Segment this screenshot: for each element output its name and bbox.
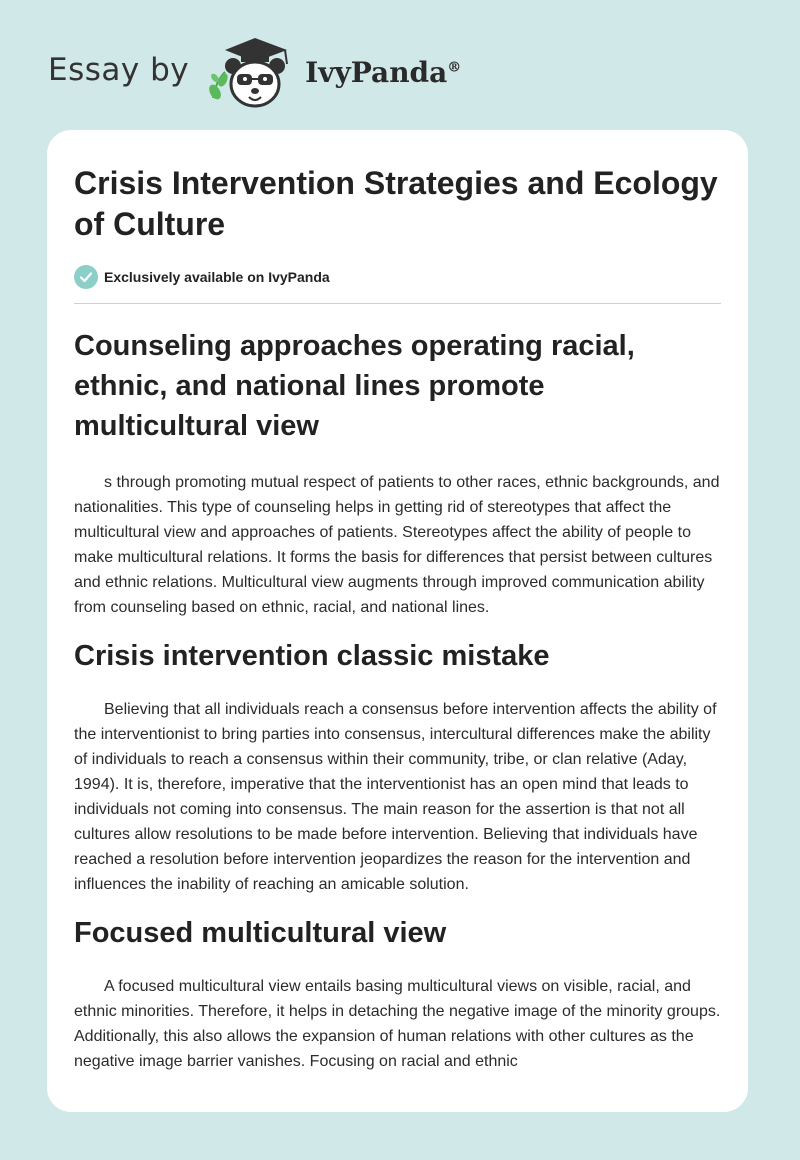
registered-mark: ® bbox=[447, 59, 462, 76]
site-header bbox=[48, 34, 461, 114]
check-icon bbox=[74, 265, 98, 289]
exclusive-badge bbox=[74, 265, 721, 289]
essay-by-label: Essay by bbox=[48, 52, 190, 88]
section-paragraph: s through promoting mutual respect of patients to other races, ethnic backgrounds, and nationalities. This type of counseling helps in getting rid of stereotypes that affect the multicultural view and approaches of patients. Stereotypes affect the ability of people to make multicultural relations. It forms the basis for differences that persist between cultures and ethnic relations. Multicultural view augments through improved communication ability from counseling based on ethnic, racial, and national lines. bbox=[74, 474, 720, 616]
exclusive-badge-label: Exclusively available on IvyPanda bbox=[104, 269, 330, 285]
essay-title: Crisis Intervention Strategies and Ecology of Culture bbox=[74, 165, 718, 242]
section-paragraph: A focused multicultural view entails basing multicultural views on visible, racial, and ethnic minorities. Therefore, it helps in detaching the negative image of the minority groups. Additionally, this also allows the expansion of human relations with other cultures as the negative image barrier vanishes. Focusing on racial and ethnic bbox=[74, 978, 721, 1070]
section-heading: Focused multicultural view bbox=[74, 917, 447, 949]
brand-name: IvyPanda bbox=[305, 55, 448, 89]
section-heading: Crisis intervention classic mistake bbox=[74, 640, 550, 672]
panda-logo-icon[interactable] bbox=[205, 34, 301, 114]
divider bbox=[74, 303, 721, 304]
ivypanda-brand[interactable] bbox=[305, 56, 461, 89]
essay-card bbox=[47, 130, 748, 1112]
section-paragraph: Believing that all individuals reach a consensus before intervention affects the ability of the interventionist to bring parties into consensus, intercultural differences make the ability of individuals to reach a consensus within their community, tribe, or clan relative (Aday, 1994). It is, therefore, imperative that the interventionist has an open mind that leads to individuals not coming into consensus. The main reason for the assertion is that not all cultures allow resolutions to be made before intervention. Believing that individuals have reached a resolution before intervention jeopardizes the reason for the intervention and influences the inability of reaching an amicable solution. bbox=[74, 701, 717, 893]
section-heading: Counseling approaches operating racial, ethnic, and national lines promote multicultural view bbox=[74, 330, 635, 442]
